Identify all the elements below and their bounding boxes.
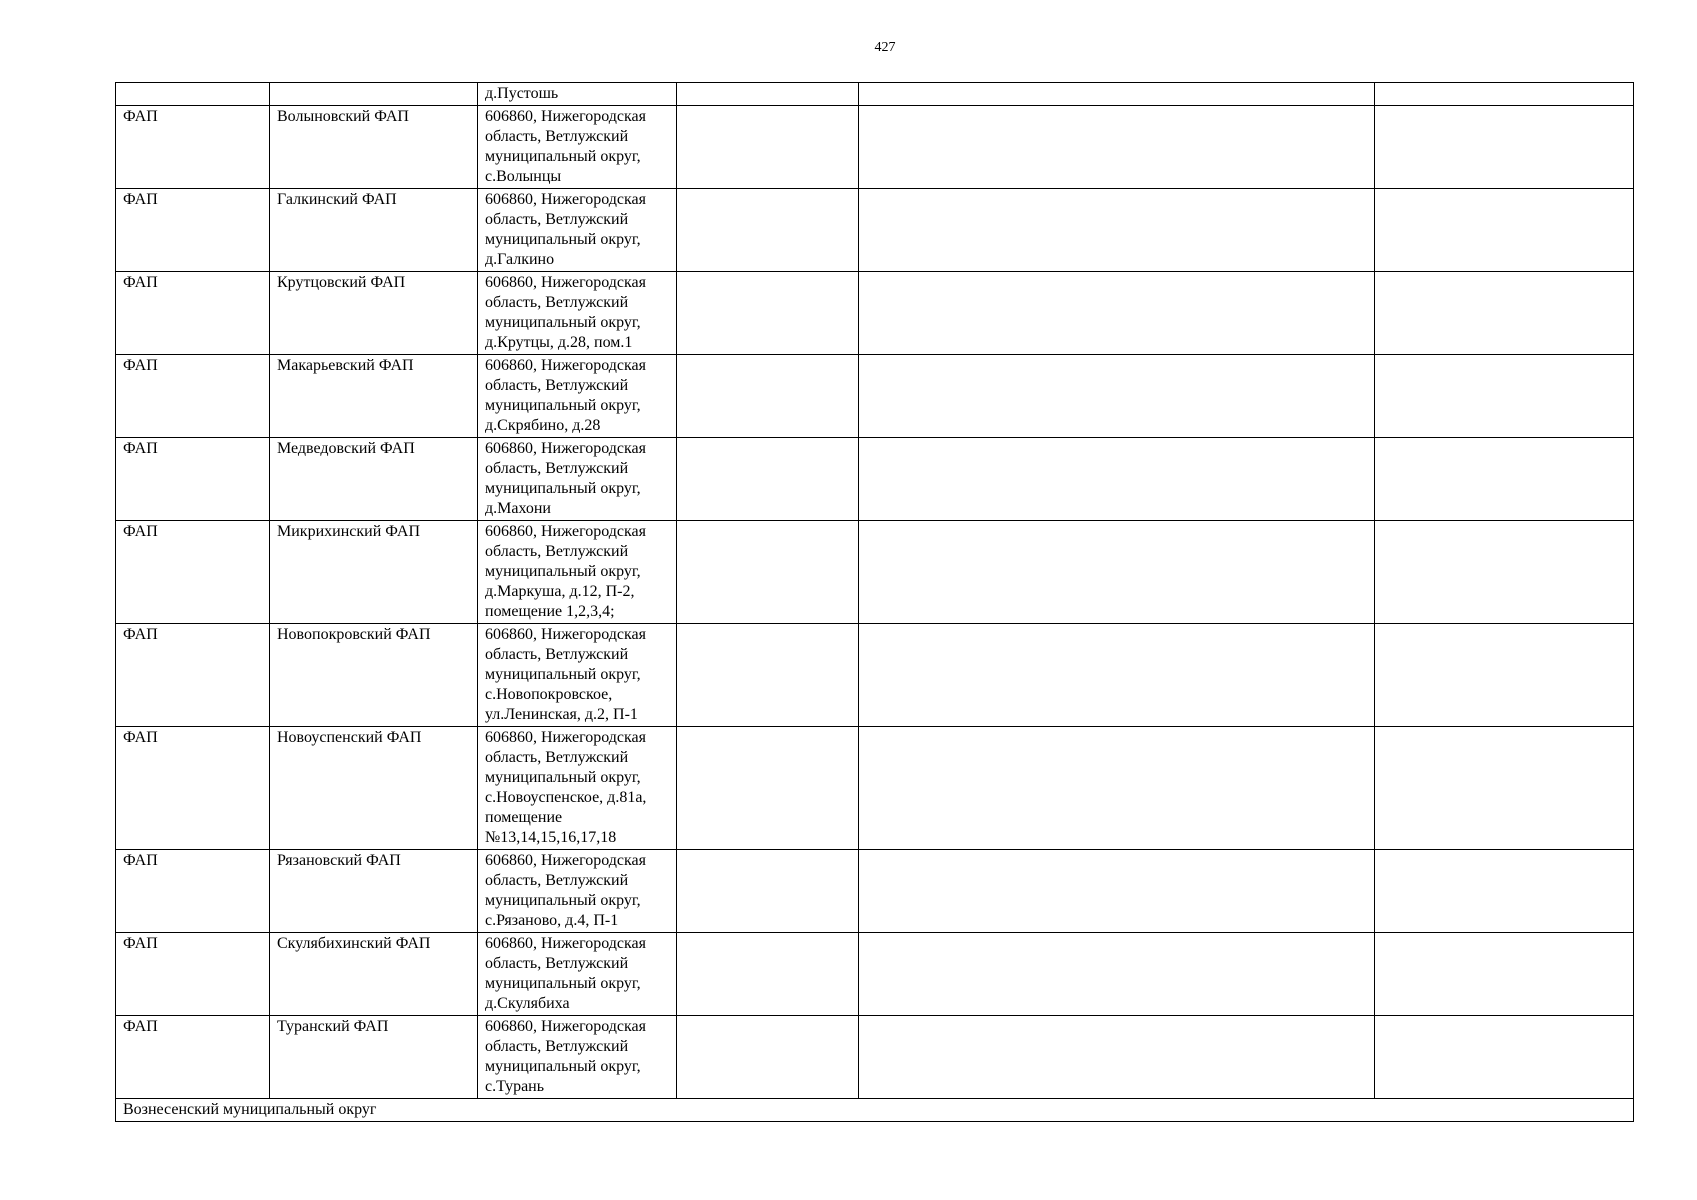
- facility-address-cell: [478, 355, 677, 438]
- facility-table-body: [116, 83, 1634, 1122]
- empty-cell: [1375, 355, 1634, 438]
- address-line: помещение 1,2,3,4;: [485, 603, 615, 620]
- facility-type-cell: ФАП: [116, 189, 270, 272]
- address-line: с.Рязаново, д.4, П-1: [485, 912, 619, 929]
- facility-type-cell: ФАП: [116, 521, 270, 624]
- empty-cell: [859, 1016, 1375, 1099]
- empty-cell: [677, 106, 859, 189]
- address-line: 606860, Нижегородская: [485, 852, 646, 869]
- facility-name-cell: Туранский ФАП: [270, 1016, 478, 1099]
- address-line: 606860, Нижегородская: [485, 191, 646, 208]
- facility-name-cell: Рязановский ФАП: [270, 850, 478, 933]
- empty-cell: [1375, 933, 1634, 1016]
- facility-address-cell: [478, 1016, 677, 1099]
- address-line: 606860, Нижегородская: [485, 108, 646, 125]
- address-line: д.Крутцы, д.28, пом.1: [485, 334, 633, 351]
- address-line: №13,14,15,16,17,18: [485, 829, 617, 846]
- address-line: область, Ветлужский: [485, 872, 629, 889]
- address-line: 606860, Нижегородская: [485, 935, 646, 952]
- page-number: 427: [874, 40, 896, 55]
- empty-cell: [1375, 272, 1634, 355]
- address-line: муниципальный округ,: [485, 148, 641, 165]
- address-line: с.Турань: [485, 1078, 545, 1095]
- facility-name-cell: Галкинский ФАП: [270, 189, 478, 272]
- facility-address-cell: [478, 727, 677, 850]
- facility-address-cell: [478, 624, 677, 727]
- facility-type-cell: ФАП: [116, 727, 270, 850]
- address-line: муниципальный округ,: [485, 666, 641, 683]
- empty-cell: [677, 624, 859, 727]
- facility-type-cell: ФАП: [116, 624, 270, 727]
- address-line: д.Маркуша, д.12, П-2,: [485, 583, 635, 600]
- facility-address-cell: [478, 438, 677, 521]
- empty-cell: [859, 272, 1375, 355]
- table-row: [116, 106, 1634, 189]
- address-line: муниципальный округ,: [485, 975, 641, 992]
- table-row: [116, 727, 1634, 850]
- table-row: [116, 933, 1634, 1016]
- address-line: область, Ветлужский: [485, 543, 629, 560]
- facility-name-cell: Новопокровский ФАП: [270, 624, 478, 727]
- table-cell-name: [270, 83, 478, 106]
- table-row: [116, 624, 1634, 727]
- facility-address-cell: [478, 189, 677, 272]
- empty-cell: [859, 106, 1375, 189]
- address-line: муниципальный округ,: [485, 769, 641, 786]
- address-line: муниципальный округ,: [485, 397, 641, 414]
- empty-cell: [859, 624, 1375, 727]
- address-line: 606860, Нижегородская: [485, 274, 646, 291]
- address-line: муниципальный округ,: [485, 314, 641, 331]
- table-row: [116, 272, 1634, 355]
- empty-cell: [1375, 106, 1634, 189]
- empty-cell: [1375, 850, 1634, 933]
- table-row-continuation: [116, 83, 1634, 106]
- table-cell-type: [116, 83, 270, 106]
- address-line: с.Новопокровское,: [485, 686, 613, 703]
- empty-cell: [677, 189, 859, 272]
- address-line: ул.Ленинская, д.2, П-1: [485, 706, 638, 723]
- facility-name-cell: Крутцовский ФАП: [270, 272, 478, 355]
- address-line: муниципальный округ,: [485, 231, 641, 248]
- empty-cell: [859, 189, 1375, 272]
- table-row: [116, 189, 1634, 272]
- facility-type-cell: ФАП: [116, 355, 270, 438]
- facility-type-cell: ФАП: [116, 933, 270, 1016]
- facility-type-cell: ФАП: [116, 1016, 270, 1099]
- empty-cell: [677, 850, 859, 933]
- region-row: [116, 1099, 1634, 1122]
- empty-cell: [859, 438, 1375, 521]
- address-line: область, Ветлужский: [485, 749, 629, 766]
- address-line: муниципальный округ,: [485, 563, 641, 580]
- address-line: область, Ветлужский: [485, 211, 629, 228]
- facility-type-cell: ФАП: [116, 272, 270, 355]
- empty-cell: [1375, 624, 1634, 727]
- address-line: область, Ветлужский: [485, 646, 629, 663]
- facility-name-cell: Микрихинский ФАП: [270, 521, 478, 624]
- address-line: 606860, Нижегородская: [485, 523, 646, 540]
- facility-name-cell: Макарьевский ФАП: [270, 355, 478, 438]
- facility-name-cell: Волыновский ФАП: [270, 106, 478, 189]
- empty-cell: [859, 521, 1375, 624]
- address-line: область, Ветлужский: [485, 294, 629, 311]
- empty-cell: [677, 727, 859, 850]
- address-line: 606860, Нижегородская: [485, 357, 646, 374]
- region-label: Вознесенский муниципальный округ: [116, 1099, 1634, 1122]
- table-row: [116, 521, 1634, 624]
- facility-table: [115, 82, 1634, 1122]
- facility-type-cell: ФАП: [116, 106, 270, 189]
- address-line: область, Ветлужский: [485, 1038, 629, 1055]
- address-line: муниципальный округ,: [485, 1058, 641, 1075]
- facility-address-cell: [478, 106, 677, 189]
- empty-cell: [1375, 438, 1634, 521]
- address-line: 606860, Нижегородская: [485, 729, 646, 746]
- empty-cell: [859, 933, 1375, 1016]
- address-line: 606860, Нижегородская: [485, 626, 646, 643]
- facility-type-cell: ФАП: [116, 850, 270, 933]
- empty-cell: [859, 850, 1375, 933]
- empty-cell: [677, 521, 859, 624]
- facility-address-cell: [478, 521, 677, 624]
- facility-address-cell: [478, 933, 677, 1016]
- address-line: муниципальный округ,: [485, 480, 641, 497]
- empty-cell: [677, 438, 859, 521]
- address-line: 606860, Нижегородская: [485, 440, 646, 457]
- address-line: д.Скулябиха: [485, 995, 570, 1012]
- table-row: [116, 355, 1634, 438]
- empty-cell: [677, 355, 859, 438]
- facility-name-cell: Скулябихинский ФАП: [270, 933, 478, 1016]
- empty-cell: [677, 933, 859, 1016]
- facility-name-cell: Медведовский ФАП: [270, 438, 478, 521]
- facility-name-cell: Новоуспенский ФАП: [270, 727, 478, 850]
- table-row: [116, 1016, 1634, 1099]
- table-cell-empty: [677, 83, 859, 106]
- empty-cell: [1375, 1016, 1634, 1099]
- address-line: муниципальный округ,: [485, 892, 641, 909]
- empty-cell: [677, 1016, 859, 1099]
- table-cell-empty: [1375, 83, 1634, 106]
- table-cell-empty: [859, 83, 1375, 106]
- address-line: 606860, Нижегородская: [485, 1018, 646, 1035]
- empty-cell: [677, 272, 859, 355]
- address-line: д.Махони: [485, 500, 551, 517]
- address-line: д.Скрябино, д.28: [485, 417, 601, 434]
- address-line: область, Ветлужский: [485, 377, 629, 394]
- empty-cell: [1375, 727, 1634, 850]
- empty-cell: [1375, 521, 1634, 624]
- address-line: д.Галкино: [485, 251, 555, 268]
- address-line: помещение: [485, 809, 563, 826]
- empty-cell: [859, 355, 1375, 438]
- table-row: [116, 850, 1634, 933]
- table-row: [116, 438, 1634, 521]
- facility-type-cell: ФАП: [116, 438, 270, 521]
- address-line: с.Волынцы: [485, 168, 562, 185]
- address-line: с.Новоуспенское, д.81а,: [485, 789, 647, 806]
- empty-cell: [1375, 189, 1634, 272]
- address-line: область, Ветлужский: [485, 128, 629, 145]
- table-cell-address: д.Пустошь: [478, 83, 677, 106]
- facility-address-cell: [478, 850, 677, 933]
- facility-address-cell: [478, 272, 677, 355]
- address-line: область, Ветлужский: [485, 460, 629, 477]
- address-line: область, Ветлужский: [485, 955, 629, 972]
- empty-cell: [859, 727, 1375, 850]
